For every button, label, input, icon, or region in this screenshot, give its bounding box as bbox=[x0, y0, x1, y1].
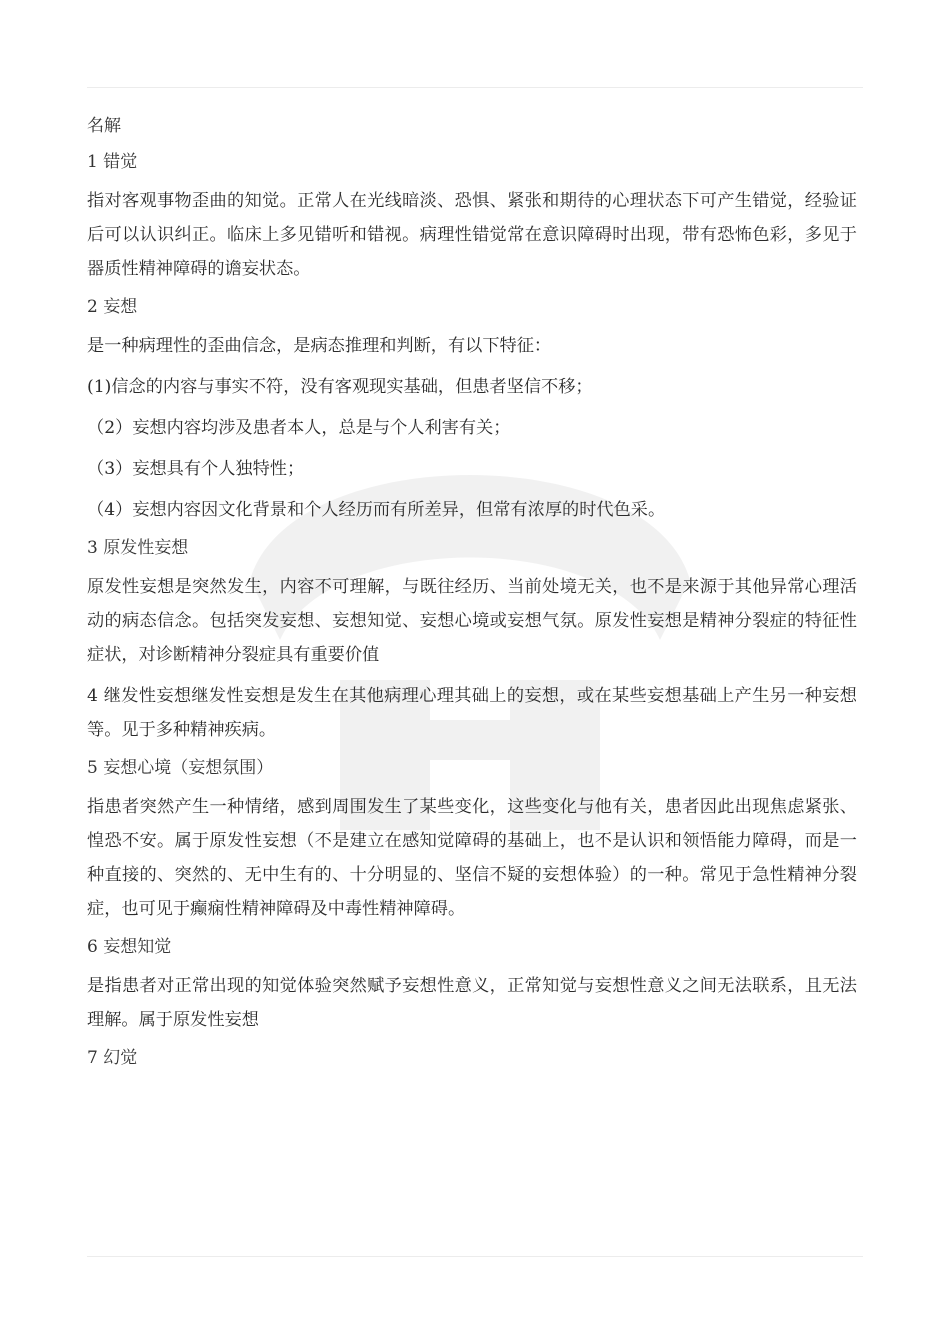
term-definition-illusion: 指对客观事物歪曲的知觉。正常人在光线暗淡、恐惧、紧张和期待的心理状态下可产生错觉，经验证后可以认识纠正。临床上多见错听和错视。病理性错觉常在意识障碍时出现，带有恐怖色彩，多见于器质性精神障碍的谵妄状态。 bbox=[87, 191, 857, 279]
term-heading-illusion: 1 错觉 bbox=[87, 152, 138, 172]
term-heading-delusion: 2 妄想 bbox=[87, 297, 138, 317]
term-definition-delusional-perception: 是指患者对正常出现的知觉体验突然赋予妄想性意义，正常知觉与妄想性意义之间无法联系，且无法理解。属于原发性妄想 bbox=[87, 976, 857, 1030]
delusion-feature-2: （2）妄想内容均涉及患者本人，总是与个人利害有关； bbox=[87, 418, 511, 438]
delusion-feature-4: （4）妄想内容因文化背景和个人经历而有所差异，但常有浓厚的时代色采。 bbox=[87, 500, 666, 520]
term-definition-delusion: 是一种病理性的歪曲信念，是病态推理和判断，有以下特征： bbox=[87, 336, 552, 356]
top-rule bbox=[87, 87, 863, 88]
document-body bbox=[87, 112, 857, 1080]
term-heading-delusional-perception: 6 妄想知觉 bbox=[87, 937, 172, 957]
term-heading-primary-delusion: 3 原发性妄想 bbox=[87, 538, 189, 558]
term-definition-primary-delusion: 原发性妄想是突然发生，内容不可理解，与既往经历、当前处境无关，也不是来源于其他异常心理活动的病态信念。包括突发妄想、妄想知觉、妄想心境或妄想气氛。原发性妄想是精神分裂症的特征性症状，对诊断精神分裂症具有重要价值 bbox=[87, 577, 857, 665]
bottom-rule bbox=[87, 1256, 863, 1257]
term-heading-delusional-mood: 5 妄想心境（妄想氛围） bbox=[87, 758, 274, 778]
term-heading-hallucination: 7 幻觉 bbox=[87, 1048, 138, 1068]
delusion-feature-1: (1)信念的内容与事实不符，没有客观现实基础，但患者坚信不移； bbox=[87, 377, 593, 397]
delusion-feature-3: （3）妄想具有个人独特性； bbox=[87, 459, 305, 479]
section-title: 名解 bbox=[87, 116, 121, 136]
term-definition-secondary-delusion: 4 继发性妄想继发性妄想是发生在其他病理心理其础上的妄想，或在某些妄想基础上产生另一种妄想等。见于多种精神疾病。 bbox=[87, 686, 857, 740]
term-definition-delusional-mood: 指患者突然产生一种情绪，感到周围发生了某些变化，这些变化与他有关，患者因此出现焦虑紧张、惶恐不安。属于原发性妄想（不是建立在感知觉障碍的基础上，也不是认识和领悟能力障碍，而是一种直接的、突然的、无中生有的、十分明显的、坚信不疑的妄想体验）的一种。常见于急性精神分裂症，也可见于癫痫性精神障碍及中毒性精神障碍。 bbox=[87, 797, 857, 919]
